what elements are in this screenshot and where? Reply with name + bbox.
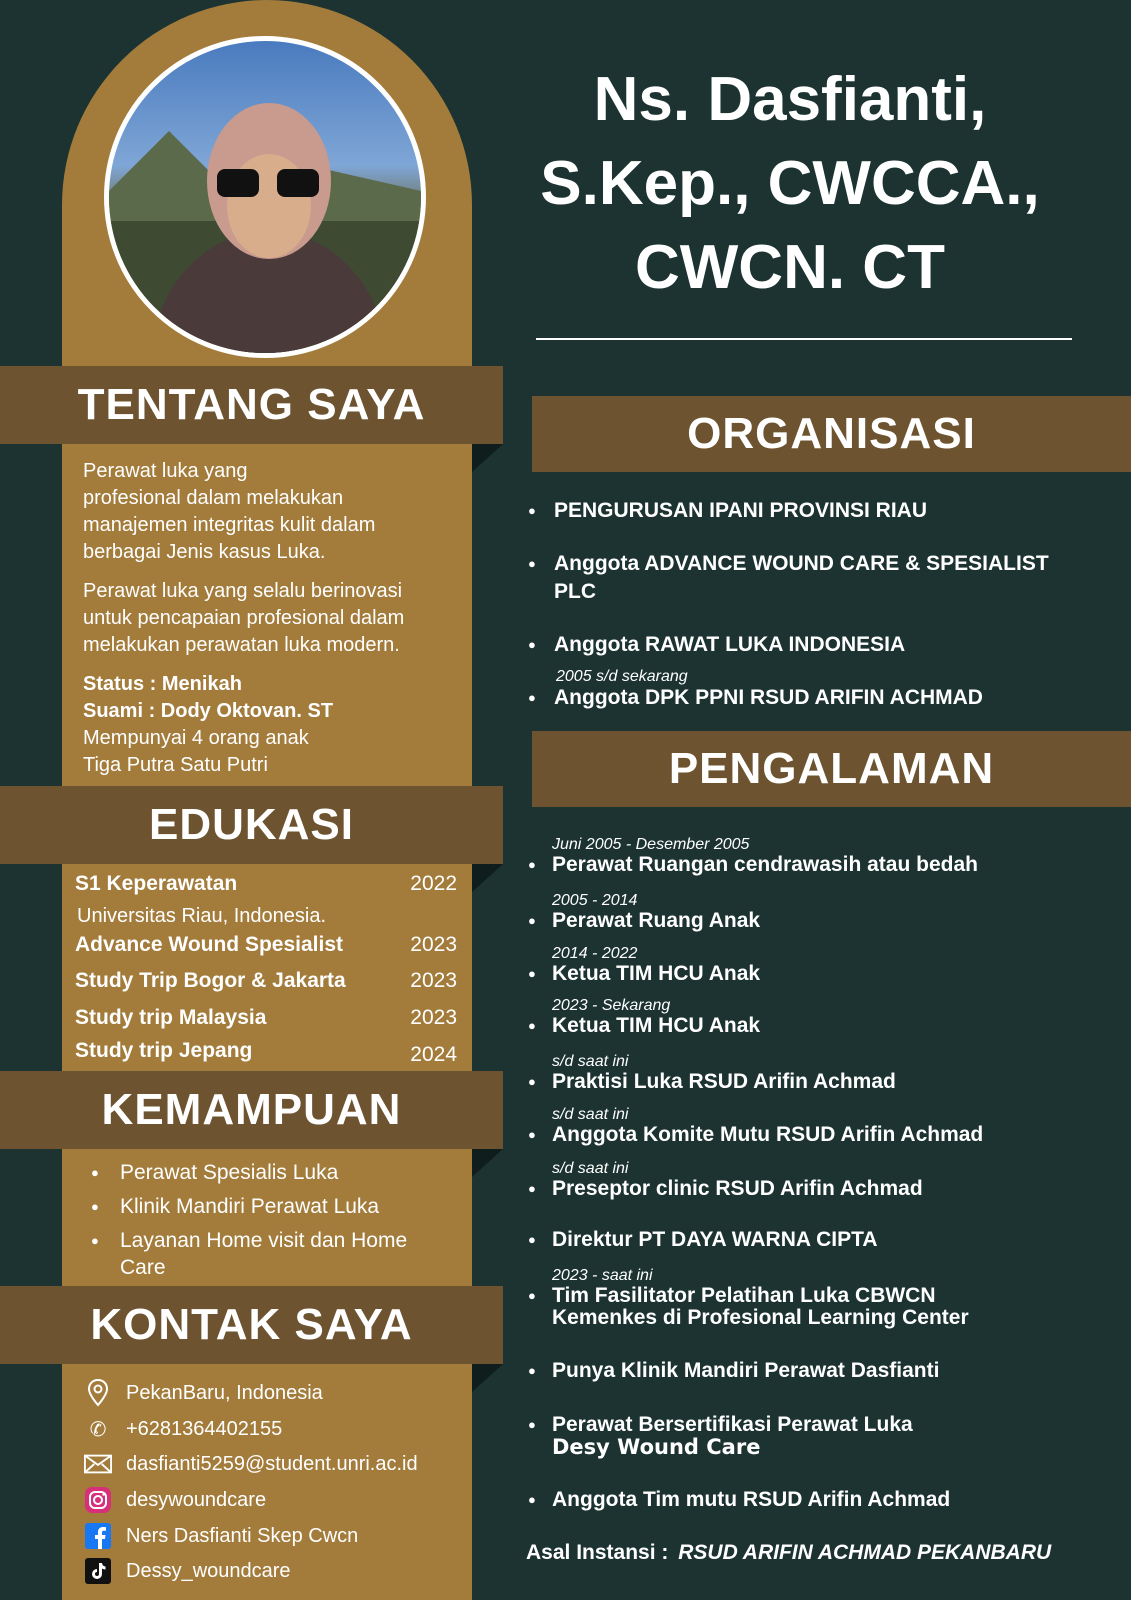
mail-icon <box>84 1451 112 1477</box>
skill-item: ● Perawat Spesialis Luka <box>94 1159 480 1186</box>
experience-item: 2014 - 2022 Ketua TIM HCU Anak ● <box>528 945 761 985</box>
children-text: Mempunyai 4 orang anak <box>83 727 309 749</box>
organization-item-continued: PLC <box>554 580 596 603</box>
ribbon-fold <box>472 1364 503 1392</box>
education-item: S1 Keperawatan 2022 <box>75 872 457 895</box>
organization-item: ● Anggota DPK PPNI RSUD ARIFIN ACHMAD <box>528 684 1131 712</box>
experience-item: Direktur PT DAYA WARNA CIPTA ● <box>528 1228 878 1251</box>
tiktok-icon <box>84 1558 112 1584</box>
organization-item: ● Anggota ADVANCE WOUND CARE & SPESIALIST <box>528 550 1131 578</box>
about-paragraph-2: Perawat luka yang selalu berinovasi untuk pencapaian profesional dalam melakukan perawatan luka modern. <box>83 580 405 656</box>
experience-item: 2023 - saat ini Tim Fasilitator Pelatihan Luka CBWCN Kemenkes di Profesional Learning Center ● <box>528 1267 969 1329</box>
instagram-icon <box>84 1487 112 1513</box>
education-institution: Universitas Riau, Indonesia. <box>77 905 327 927</box>
husband-text: Suami : Dody Oktovan. ST <box>83 700 334 722</box>
experience-item: s/d saat ini Praktisi Luka RSUD Arifin Achmad ● <box>528 1053 896 1093</box>
organization-item: ● PENGURUSAN IPANI PROVINSI RIAU <box>528 497 1131 525</box>
organization-item: ● Anggota RAWAT LUKA INDONESIA <box>528 631 1131 659</box>
skills-heading: KEMAMPUAN <box>0 1071 503 1149</box>
organization-heading: ORGANISASI <box>532 396 1131 472</box>
children-text-2: Tiga Putra Satu Putri <box>83 754 268 776</box>
experience-item: Anggota Tim mutu RSUD Arifin Achmad ● <box>528 1488 951 1511</box>
contact-location: PekanBaru, Indonesia <box>84 1380 323 1406</box>
experience-item: s/d saat ini Preseptor clinic RSUD Arifin Achmad ● <box>528 1160 923 1200</box>
experience-item: Perawat Bersertifikasi Perawat Luka Desy Wound Care ● <box>528 1413 913 1459</box>
experience-item: Juni 2005 - Desember 2005 Perawat Ruangan cendrawasih atau bedah ● <box>528 836 978 876</box>
ribbon-fold <box>472 444 503 472</box>
education-item: Study trip Jepang 2024 <box>75 1039 457 1066</box>
education-item: Advance Wound Spesialist 2023 <box>75 933 457 956</box>
experience-heading: PENGALAMAN <box>532 731 1131 807</box>
education-item: Study trip Malaysia 2023 <box>75 1006 457 1029</box>
title-divider <box>536 338 1072 340</box>
experience-item: Punya Klinik Mandiri Perawat Dasfianti ● <box>528 1359 940 1382</box>
about-paragraph-1: Perawat luka yang profesional dalam melakukan manajemen integritas kulit dalam berbagai Jenis kasus Luka. <box>83 460 376 563</box>
facebook-icon <box>84 1523 112 1549</box>
contact-phone: ✆ +6281364402155 <box>84 1416 282 1442</box>
status-text: Status : Menikah <box>83 673 242 695</box>
skill-item: ● Layanan Home visit dan Home <box>94 1227 480 1254</box>
skill-item-continued: Care <box>120 1256 166 1279</box>
profile-photo <box>104 36 426 358</box>
contact-facebook: Ners Dasfianti Skep Cwcn <box>84 1523 358 1549</box>
contact-instagram: desywoundcare <box>84 1487 266 1513</box>
about-heading: TENTANG SAYA <box>0 366 503 444</box>
organization-date: 2005 s/d sekarang <box>556 668 688 685</box>
experience-item: 2005 - 2014 Perawat Ruang Anak ● <box>528 892 761 932</box>
phone-icon: ✆ <box>89 1418 107 1441</box>
experience-item: s/d saat ini Anggota Komite Mutu RSUD Arifin Achmad ● <box>528 1106 984 1146</box>
contact-email: dasfianti5259@student.unri.ac.id <box>84 1451 418 1477</box>
contact-heading: KONTAK SAYA <box>0 1286 503 1364</box>
education-heading: EDUKASI <box>0 786 503 864</box>
ribbon-fold <box>472 864 503 892</box>
skill-item: ● Klinik Mandiri Perawat Luka <box>94 1193 480 1220</box>
page-title: Ns. Dasfianti, S.Kep., CWCCA., CWCN. CT <box>540 65 1040 302</box>
institution-line: Asal Instansi : RSUD ARIFIN ACHMAD PEKANBARU <box>526 1541 1052 1564</box>
education-item: Study Trip Bogor & Jakarta 2023 <box>75 969 457 992</box>
experience-item: 2023 - Sekarang Ketua TIM HCU Anak ● <box>528 997 761 1037</box>
contact-tiktok: Dessy_woundcare <box>84 1558 291 1584</box>
location-pin-icon <box>84 1380 112 1406</box>
